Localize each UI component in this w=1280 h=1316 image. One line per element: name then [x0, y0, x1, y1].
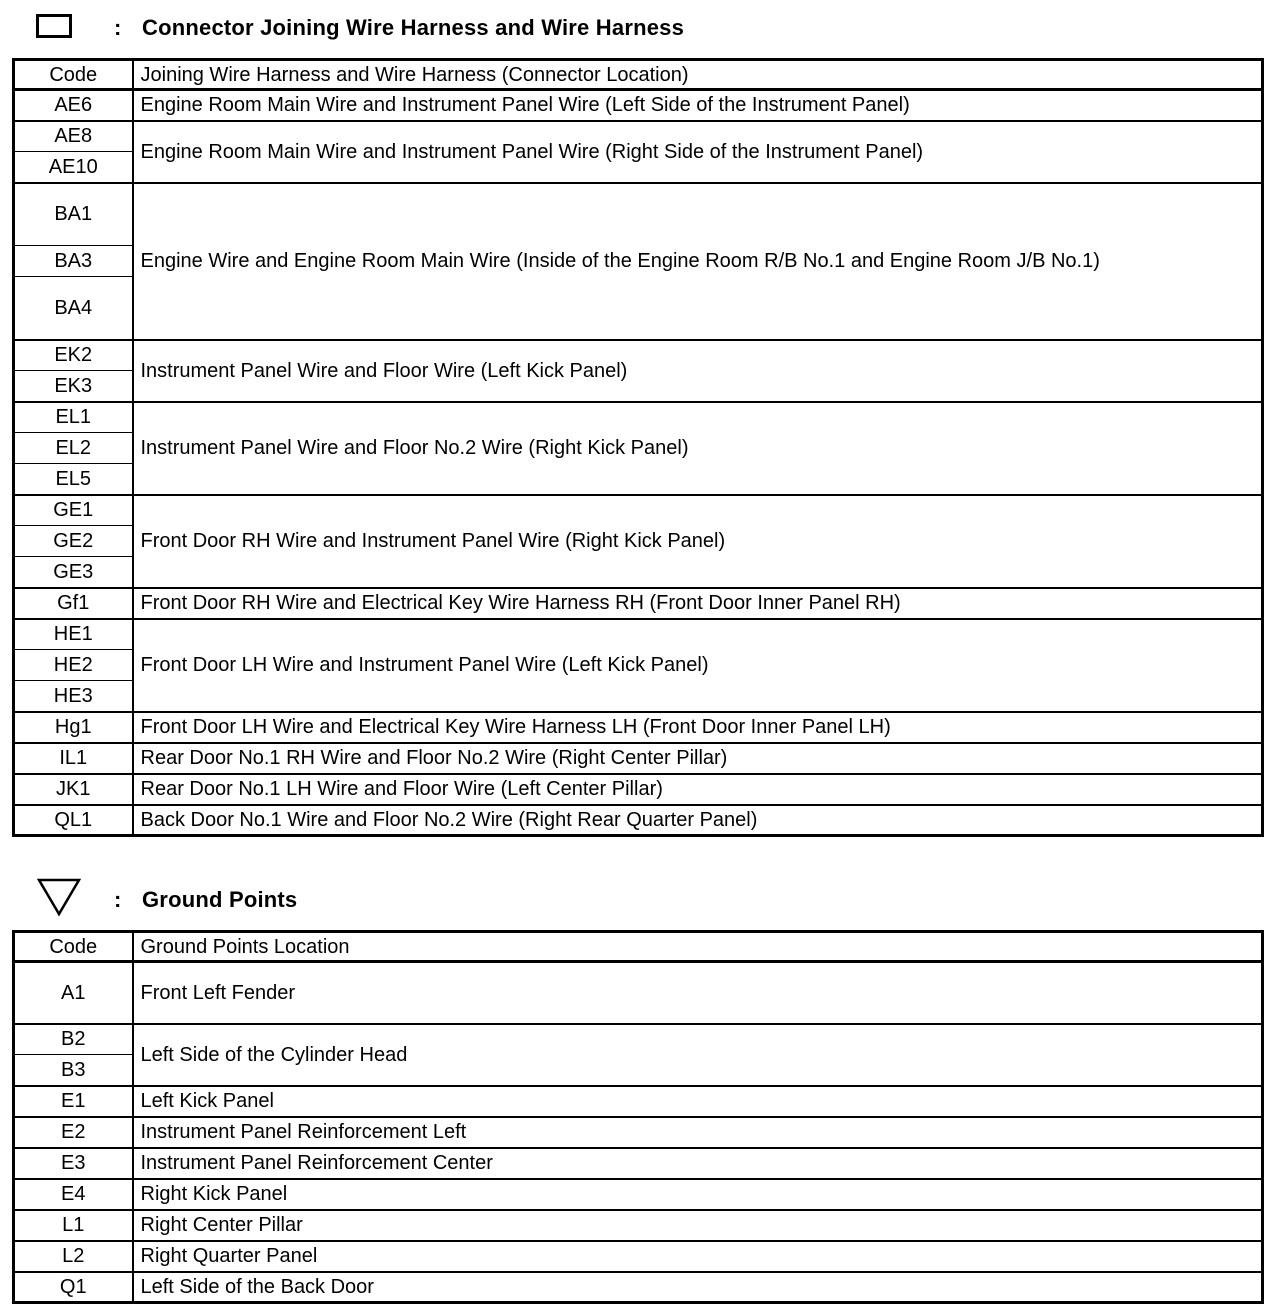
table-row: [14, 90, 1263, 121]
connector-table: [12, 58, 1264, 837]
ground-code: L2: [14, 1241, 133, 1272]
connector-code: EL1: [14, 402, 133, 433]
table-row: [14, 121, 1263, 152]
ground-location: Left Side of the Back Door: [133, 1272, 1263, 1303]
connector-code: EL5: [14, 464, 133, 495]
location-column-header: Joining Wire Harness and Wire Harness (Connector Location): [133, 60, 1263, 90]
ground-location: Left Side of the Cylinder Head: [133, 1024, 1263, 1086]
code-column-header: Code: [14, 60, 133, 90]
ground-location: Front Left Fender: [133, 962, 1263, 1024]
ground-code: E4: [14, 1179, 133, 1210]
table-row: [14, 495, 1263, 526]
connector-code: AE10: [14, 152, 133, 183]
connector-code: AE6: [14, 90, 133, 121]
connector-code: HE3: [14, 681, 133, 712]
table-row: [14, 1024, 1263, 1055]
connector-square-icon: [36, 14, 72, 38]
table-row: [14, 962, 1263, 1024]
connector-code: GE1: [14, 495, 133, 526]
table-row: [14, 1241, 1263, 1272]
table-row: [14, 402, 1263, 433]
ground-location: Instrument Panel Reinforcement Left: [133, 1117, 1263, 1148]
ground-code: E1: [14, 1086, 133, 1117]
table-row: [14, 183, 1263, 246]
ground-code: L1: [14, 1210, 133, 1241]
connector-code: IL1: [14, 743, 133, 774]
connector-location: Front Door LH Wire and Instrument Panel Wire (Left Kick Panel): [133, 619, 1263, 712]
table-row: [14, 1272, 1263, 1303]
connector-code: BA4: [14, 277, 133, 340]
table-row: [14, 1117, 1263, 1148]
table-row: [14, 619, 1263, 650]
table-row: [14, 774, 1263, 805]
connector-code: BA3: [14, 246, 133, 277]
table-header-row: [14, 932, 1263, 962]
table-row: [14, 340, 1263, 371]
connector-location: Instrument Panel Wire and Floor Wire (Left Kick Panel): [133, 340, 1263, 402]
table-row: [14, 1210, 1263, 1241]
ground-code: Q1: [14, 1272, 133, 1303]
connector-code: EK2: [14, 340, 133, 371]
ground-triangle-icon: [36, 876, 82, 918]
connector-location: Rear Door No.1 RH Wire and Floor No.2 Wire (Right Center Pillar): [133, 743, 1263, 774]
connector-location: Engine Room Main Wire and Instrument Panel Wire (Right Side of the Instrument Panel): [133, 121, 1263, 183]
connector-code: BA1: [14, 183, 133, 246]
connector-code: EK3: [14, 371, 133, 402]
ground-points-table: [12, 930, 1264, 1304]
ground-code: E3: [14, 1148, 133, 1179]
connector-location: Engine Wire and Engine Room Main Wire (Inside of the Engine Room R/B No.1 and Engine Room J/B No.1): [133, 183, 1263, 340]
legend-colon: :: [114, 887, 122, 912]
connector-code: QL1: [14, 805, 133, 836]
ground-code: B3: [14, 1055, 133, 1086]
connector-section-title: Connector Joining Wire Harness and Wire Harness: [142, 15, 685, 40]
ground-code: E2: [14, 1117, 133, 1148]
connector-location: Rear Door No.1 LH Wire and Floor Wire (Left Center Pillar): [133, 774, 1263, 805]
location-column-header: Ground Points Location: [133, 932, 1263, 962]
connector-location: Back Door No.1 Wire and Floor No.2 Wire (Right Rear Quarter Panel): [133, 805, 1263, 836]
connector-location: Front Door RH Wire and Instrument Panel Wire (Right Kick Panel): [133, 495, 1263, 588]
ground-location: Right Kick Panel: [133, 1179, 1263, 1210]
ground-section-title: Ground Points: [142, 887, 298, 912]
legend-colon: :: [114, 15, 122, 40]
connector-location: Instrument Panel Wire and Floor No.2 Wire (Right Kick Panel): [133, 402, 1263, 495]
table-row: [14, 1148, 1263, 1179]
connector-code: HE1: [14, 619, 133, 650]
code-column-header: Code: [14, 932, 133, 962]
ground-code: B2: [14, 1024, 133, 1055]
connector-code: Hg1: [14, 712, 133, 743]
table-row: [14, 1086, 1263, 1117]
connector-code: HE2: [14, 650, 133, 681]
connector-code: Gf1: [14, 588, 133, 619]
connector-code: GE3: [14, 557, 133, 588]
connector-location: Engine Room Main Wire and Instrument Panel Wire (Left Side of the Instrument Panel): [133, 90, 1263, 121]
connector-legend-heading: [0, 4, 1280, 44]
ground-code: A1: [14, 962, 133, 1024]
connector-code: AE8: [14, 121, 133, 152]
ground-location: Left Kick Panel: [133, 1086, 1263, 1117]
ground-location: Right Center Pillar: [133, 1210, 1263, 1241]
table-row: [14, 1179, 1263, 1210]
ground-location: Right Quarter Panel: [133, 1241, 1263, 1272]
table-row: [14, 743, 1263, 774]
connector-code: EL2: [14, 433, 133, 464]
ground-legend-heading: [0, 876, 1280, 916]
table-row: [14, 588, 1263, 619]
table-header-row: [14, 60, 1263, 90]
table-row: [14, 712, 1263, 743]
connector-location: Front Door LH Wire and Electrical Key Wire Harness LH (Front Door Inner Panel LH): [133, 712, 1263, 743]
table-row: [14, 805, 1263, 836]
connector-location: Front Door RH Wire and Electrical Key Wire Harness RH (Front Door Inner Panel RH): [133, 588, 1263, 619]
ground-location: Instrument Panel Reinforcement Center: [133, 1148, 1263, 1179]
connector-code: GE2: [14, 526, 133, 557]
connector-code: JK1: [14, 774, 133, 805]
